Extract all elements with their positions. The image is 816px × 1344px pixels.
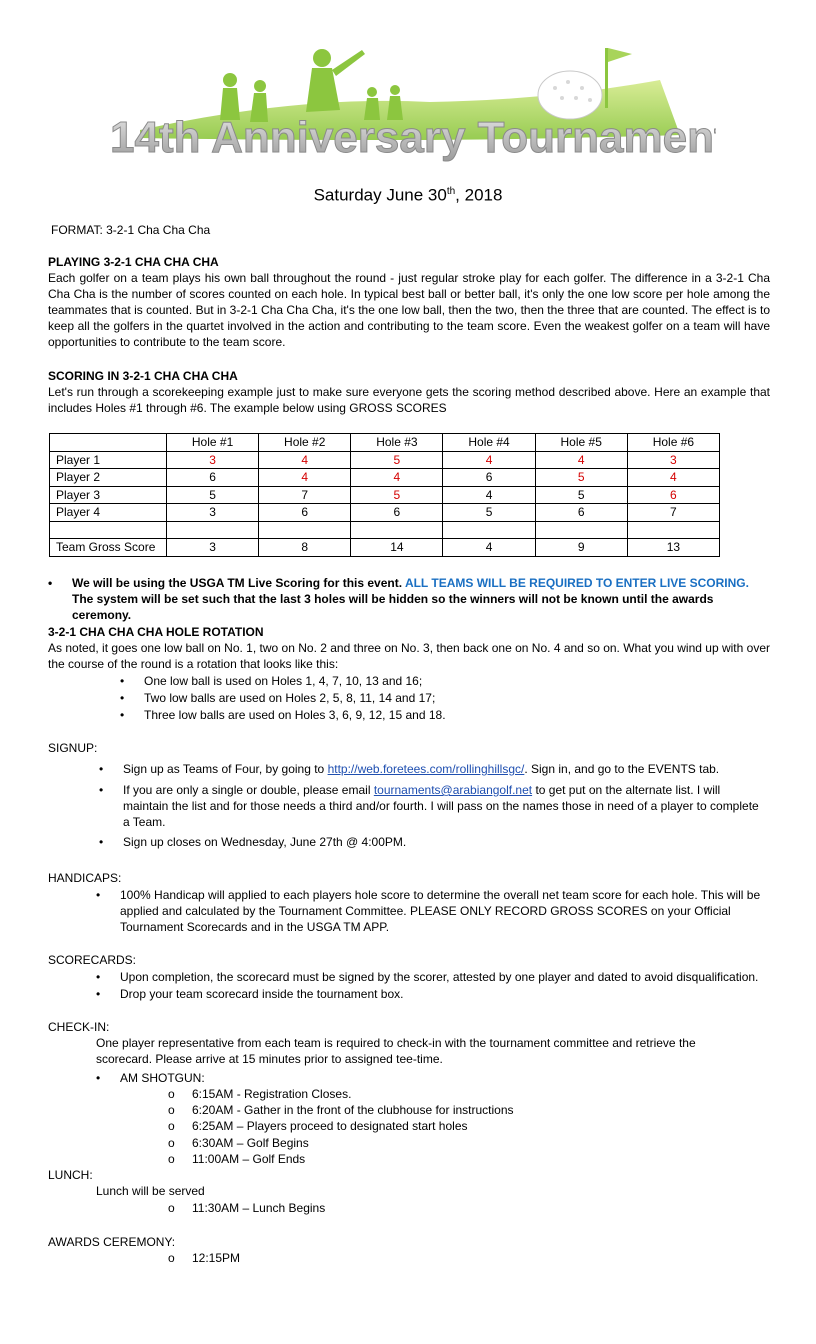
list-item: If you are only a single or double, please email tournaments@arabiangolf.net to get put on the alternate list. I will maintain the list and for those needs a third and/or fourth. I will pass on the names those in need of a player to complete a Team.	[123, 783, 759, 829]
score-cell: 5	[443, 504, 535, 522]
checkin-body: One player representative from each team is required to check-in with the tournament committee and retrieve the scorecard. Please arrive at 15 minutes prior to assigned tee-time.	[96, 1036, 696, 1066]
header-cell: Hole #5	[535, 434, 627, 452]
scoring-body: Let's run through a scorekeeping example just to make sure everyone gets the scoring method described above. Here an example that includes Holes #1 through #6. The example below using GROSS SCORES	[48, 385, 770, 415]
scoring-section	[48, 368, 770, 416]
lunch-heading: LUNCH:	[48, 1168, 93, 1182]
score-cell: 3	[167, 451, 259, 469]
header-cell	[50, 434, 167, 452]
handicaps-heading: HANDICAPS:	[48, 871, 122, 885]
foretees-link[interactable]: http://web.foretees.com/rollinghillsgc/	[327, 762, 525, 776]
rotation-body: As noted, it goes one low ball on No. 1, two on No. 2 and three on No. 3, then back one on No. 4 and so on. What you wind up with over the course of the round is a rotation that looks like this:	[48, 641, 770, 671]
checkin-heading: CHECK-IN:	[48, 1020, 110, 1034]
circle-bullet: o	[168, 1119, 175, 1133]
email-link[interactable]: tournaments@arabiangolf.net	[373, 783, 533, 797]
score-cell: 4	[351, 469, 443, 487]
shotgun-label: AM SHOTGUN:	[120, 1071, 205, 1085]
score-cell: 6	[535, 504, 627, 522]
score-cell: 6	[351, 504, 443, 522]
table-row	[50, 469, 720, 487]
score-cell: 3	[627, 451, 719, 469]
score-cell: 5	[351, 486, 443, 504]
score-cell: 5	[351, 451, 443, 469]
bullet-glyph: •	[120, 708, 125, 722]
bullet-glyph: •	[120, 691, 125, 705]
rotation-section	[48, 624, 770, 672]
circle-bullet: o	[168, 1251, 175, 1265]
score-table	[49, 433, 720, 557]
score-cell: 6	[167, 469, 259, 487]
list-item: 12:15PM	[192, 1251, 241, 1265]
score-cell: 4	[259, 469, 351, 487]
event-date: Saturday June 30th, 2018	[313, 185, 503, 205]
score-cell: 5	[167, 486, 259, 504]
header-cell: Hole #1	[167, 434, 259, 452]
playing-section	[48, 254, 770, 350]
player-label: Player 4	[50, 504, 167, 522]
score-cell: 6	[627, 486, 719, 504]
score-cell: 5	[535, 486, 627, 504]
table-spacer-row	[50, 521, 720, 539]
list-item: 11:00AM – Golf Ends	[192, 1152, 306, 1166]
banner-graphic	[100, 40, 716, 170]
bullet-glyph: •	[99, 783, 104, 797]
score-cell: 7	[627, 504, 719, 522]
rotation-heading: 3-2-1 CHA CHA CHA HOLE ROTATION	[48, 625, 264, 639]
score-cell: 4	[627, 469, 719, 487]
list-item: 100% Handicap will applied to each players hole score to determine the overall net team score for each hole. This will be applied and calculated by the Tournament Committee. PLEASE ONLY RECORD GROSS SCORES on your Official Tournament Scorecards and in the USGA TM APP.	[120, 888, 761, 934]
total-cell: 13	[627, 539, 719, 557]
circle-bullet: o	[168, 1087, 175, 1101]
banner-title: 14th Anniversary Tournament	[110, 113, 716, 162]
list-item: Sign up closes on Wednesday, June 27th @ 4:00PM.	[123, 835, 407, 849]
list-item: 11:30AM – Lunch Begins	[192, 1201, 326, 1215]
score-cell: 4	[443, 451, 535, 469]
score-cell: 7	[259, 486, 351, 504]
list-item: Two low balls are used on Holes 2, 5, 8, 11, 14 and 17;	[144, 691, 436, 705]
bullet-glyph: •	[99, 762, 104, 776]
circle-bullet: o	[168, 1103, 175, 1117]
score-cell: 4	[443, 486, 535, 504]
list-item: One low ball is used on Holes 1, 4, 7, 10, 13 and 16;	[144, 674, 423, 688]
list-item: 6:30AM – Golf Begins	[192, 1136, 309, 1150]
list-item: Sign up as Teams of Four, by going to http://web.foretees.com/rollinghillsgc/. Sign in, and go to the EVENTS tab.	[123, 762, 720, 776]
total-cell: 14	[351, 539, 443, 557]
table-row	[50, 451, 720, 469]
lunch-body: Lunch will be served	[96, 1184, 205, 1198]
header-cell: Hole #3	[351, 434, 443, 452]
total-cell: 8	[259, 539, 351, 557]
total-label: Team Gross Score	[50, 539, 167, 557]
playing-heading: PLAYING 3-2-1 CHA CHA CHA	[48, 255, 219, 269]
total-cell: 9	[535, 539, 627, 557]
tournament-banner	[100, 40, 716, 170]
total-cell: 3	[167, 539, 259, 557]
score-cell: 4	[259, 451, 351, 469]
list-item: Upon completion, the scorecard must be signed by the scorer, attested by one player and dated to avoid disqualification.	[120, 970, 759, 984]
table-row	[50, 504, 720, 522]
player-label: Player 2	[50, 469, 167, 487]
bullet-glyph: •	[99, 835, 104, 849]
bullet-glyph: •	[96, 1071, 101, 1085]
total-cell: 4	[443, 539, 535, 557]
list-item: 6:15AM - Registration Closes.	[192, 1087, 352, 1101]
score-cell: 5	[535, 469, 627, 487]
list-item: Drop your team scorecard inside the tournament box.	[120, 987, 404, 1001]
live-scoring-note: We will be using the USGA TM Live Scoring for this event. ALL TEAMS WILL BE REQUIRED TO ENTER LIVE SCORING. The system will be set such that the last 3 holes will be hidden so the winners will not be known until the awards ceremony.	[72, 576, 749, 622]
bullet-glyph: •	[96, 888, 101, 902]
player-label: Player 3	[50, 486, 167, 504]
circle-bullet: o	[168, 1136, 175, 1150]
list-item: 6:25AM – Players proceed to designated start holes	[192, 1119, 468, 1133]
score-cell: 4	[535, 451, 627, 469]
list-item: Three low balls are used on Holes 3, 6, 9, 12, 15 and 18.	[144, 708, 446, 722]
scorecards-heading: SCORECARDS:	[48, 953, 137, 967]
header-cell: Hole #4	[443, 434, 535, 452]
bullet-glyph: •	[48, 576, 53, 590]
table-total-row	[50, 539, 720, 557]
golf-ball-graphic	[538, 71, 602, 119]
awards-heading: AWARDS CEREMONY:	[48, 1235, 176, 1249]
bullet-glyph: •	[96, 987, 101, 1001]
bullet-glyph: •	[96, 970, 101, 984]
playing-body: Each golfer on a team plays his own ball throughout the round - just regular stroke play for each golfer. The difference in a 3-2-1 Cha Cha Cha is the number of scores counted on each hole. In typical best ball or better ball, it's only the one low score per hole among the teammates that is counted. But in 3-2-1 Cha Cha Cha, it's the one low ball, then the two, then the three that are counted. The effect is to keep all the golfers in the quartet involved in the action and contributing to the team score. Even the weakest golfer on a team will have opportunities to contribute to the team score.	[48, 271, 770, 349]
format-line: FORMAT: 3-2-1 Cha Cha Cha	[51, 223, 211, 237]
header-cell: Hole #6	[627, 434, 719, 452]
table-header-row	[50, 434, 720, 452]
score-cell: 6	[443, 469, 535, 487]
signup-heading: SIGNUP:	[48, 741, 98, 755]
score-cell: 6	[259, 504, 351, 522]
header-cell: Hole #2	[259, 434, 351, 452]
score-cell: 3	[167, 504, 259, 522]
list-item: 6:20AM - Gather in the front of the clubhouse for instructions	[192, 1103, 514, 1117]
circle-bullet: o	[168, 1201, 175, 1215]
table-row	[50, 486, 720, 504]
player-label: Player 1	[50, 451, 167, 469]
circle-bullet: o	[168, 1152, 175, 1166]
scoring-heading: SCORING IN 3-2-1 CHA CHA CHA	[48, 369, 238, 383]
bullet-glyph: •	[120, 674, 125, 688]
